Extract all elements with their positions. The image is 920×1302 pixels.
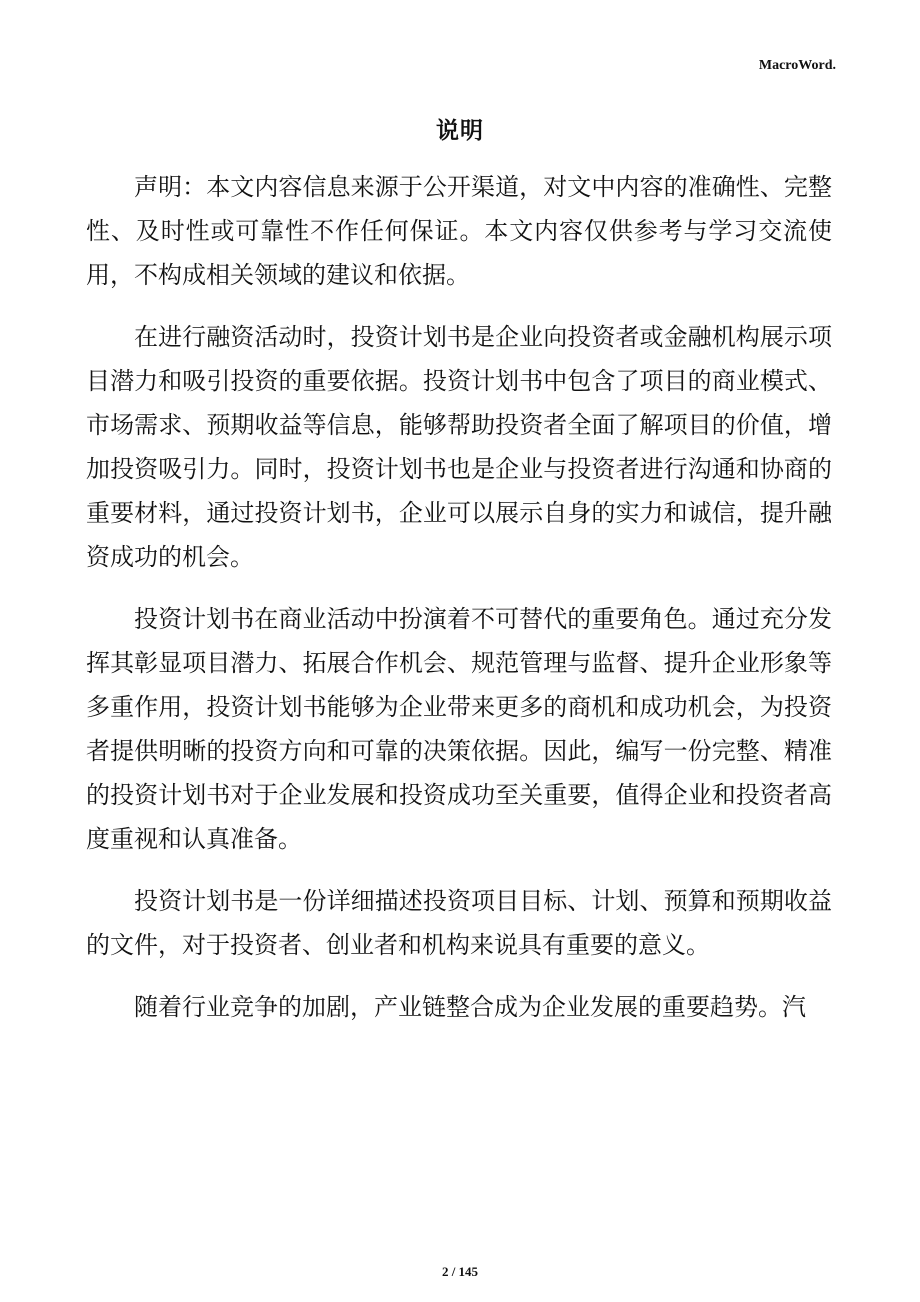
- paragraph-disclaimer: 声明：本文内容信息来源于公开渠道，对文中内容的准确性、完整性、及时性或可靠性不作任何保证。本文内容仅供参考与学习交流使用，不构成相关领域的建议和依据。: [86, 173, 832, 289]
- document-body: [86, 165, 832, 1047]
- page-title: 说明: [436, 118, 484, 144]
- paragraph: 投资计划书在商业活动中扮演着不可替代的重要角色。通过充分发挥其彰显项目潜力、拓展合作机会、规范管理与监督、提升企业形象等多重作用，投资计划书能够为企业带来更多的商机和成功机会，为投资者提供明晰的投资方向和可靠的决策依据。因此，编写一份完整、精准的投资计划书对于企业发展和投资成功至关重要，值得企业和投资者高度重视和认真准备。: [86, 605, 832, 853]
- paragraph: 投资计划书是一份详细描述投资项目目标、计划、预算和预期收益的文件，对于投资者、创业者和机构来说具有重要的意义。: [86, 887, 832, 959]
- paragraph: 随着行业竞争的加剧，产业链整合成为企业发展的重要趋势。汽: [134, 993, 806, 1021]
- paragraph: 在进行融资活动时，投资计划书是企业向投资者或金融机构展示项目潜力和吸引投资的重要依据。投资计划书中包含了项目的商业模式、市场需求、预期收益等信息，能够帮助投资者全面了解项目的价值，增加投资吸引力。同时，投资计划书也是企业与投资者进行沟通和协商的重要材料，通过投资计划书，企业可以展示自身的实力和诚信，提升融资成功的机会。: [86, 323, 832, 571]
- header-brand: MacroWord.: [758, 58, 836, 73]
- page-number: 2 / 145: [441, 1264, 479, 1279]
